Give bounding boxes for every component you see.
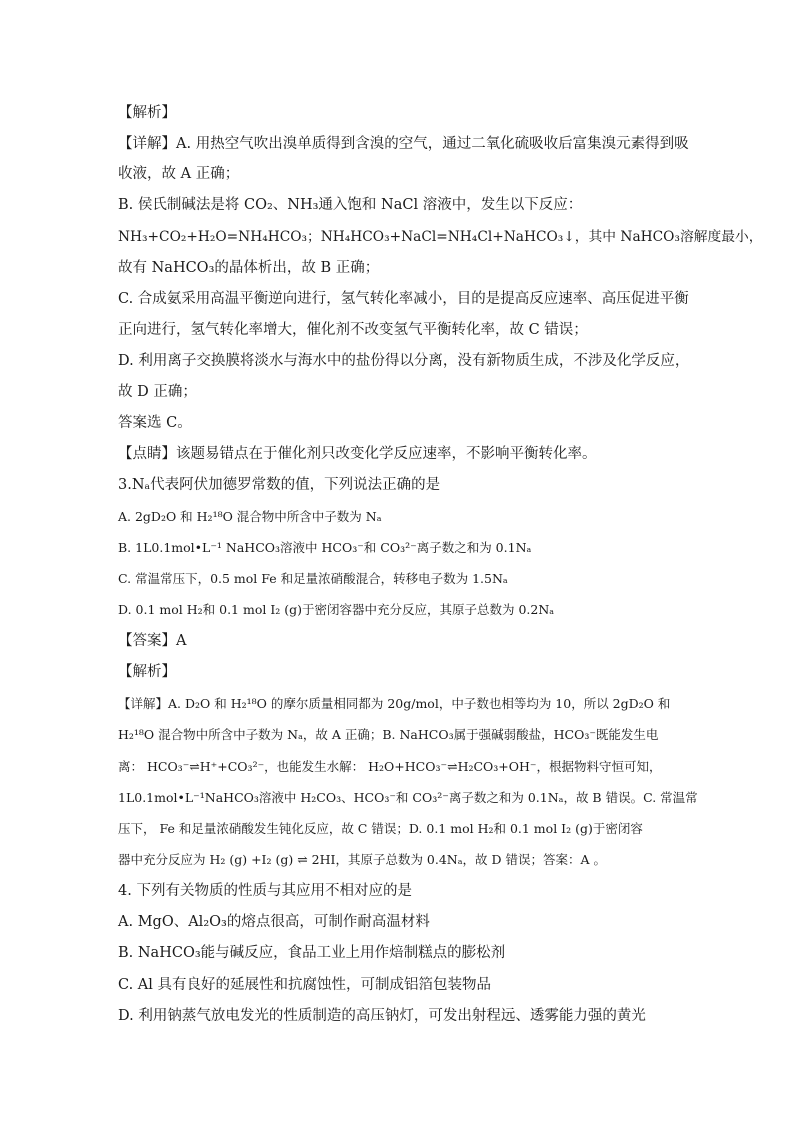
section-heading-analysis: 【解析】 [118,105,176,121]
question-4-stem: 4. 下列有关物质的性质与其应用不相对应的是 [118,883,412,899]
question-3-option-d: D. 0.1 mol H₂和 0.1 mol I₂ (g)于密闭容器中充分反应，其原子总数为 0.2Nₐ [118,602,555,617]
answer-line: 答案选 C。 [118,415,192,431]
detail-line: 器中充分反应为 H₂ (g) +I₂ (g) ⇌ 2HI，其原子总数为 0.4Nₐ，故 D 错误；答案：A 。 [118,852,607,867]
answer-heading: 【答案】A [118,633,187,649]
question-4-option-a: A. MgO、Al₂O₃的熔点很高，可制作耐高温材料 [118,914,430,930]
detail-line: 离： HCO₃⁻⇌H⁺+CO₃²⁻，也能发生水解： H₂O+HCO₃⁻⇌H₂CO₃+OH⁻，根据物料守恒可知， [118,759,662,774]
detail-line: NH₃+CO₂+H₂O=NH₄HCO₃；NH₄HCO₃+NaCl=NH₄Cl+NaHCO₃↓，其中 NaHCO₃溶解度最小， [118,229,763,245]
question-3-option-c: C. 常温常压下，0.5 mol Fe 和足量浓硝酸混合，转移电子数为 1.5Nₐ [118,571,508,586]
question-4-option-d: D. 利用钠蒸气放电发光的性质制造的高压钠灯，可发出射程远、透雾能力强的黄光 [118,1008,646,1024]
detail-line: 故 D 正确； [118,384,197,400]
detail-line: 收液，故 A 正确； [118,166,240,182]
detail-line: B. 侯氏制碱法是将 CO₂、NH₃通入饱和 NaCl 溶液中，发生以下反应： [118,197,583,213]
detail-line: 【详解】A. 用热空气吹出溴单质得到含溴的空气，通过二氧化硫吸收后富集溴元素得到吸 [118,136,689,152]
section-heading-analysis: 【解析】 [118,664,176,680]
tip-line: 【点睛】该题易错点在于催化剂只改变化学反应速率，不影响平衡转化率。 [118,446,597,462]
question-3-option-a: A. 2gD₂O 和 H₂¹⁸O 混合物中所含中子数为 Nₐ [118,509,382,524]
question-3-option-b: B. 1L0.1mol•L⁻¹ NaHCO₃溶液中 HCO₃⁻和 CO₃²⁻离子数之和为 0.1Nₐ [118,540,532,555]
question-4-option-c: C. Al 具有良好的延展性和抗腐蚀性，可制成铝箔包装物品 [118,977,492,993]
detail-line: 1L0.1mol•L⁻¹NaHCO₃溶液中 H₂CO₃、HCO₃⁻和 CO₃²⁻离子数之和为 0.1Nₐ，故 B 错误。C. 常温常 [118,790,698,805]
detail-line: 压下， Fe 和足量浓硝酸发生钝化反应，故 C 错误；D. 0.1 mol H₂和 0.1 mol I₂ (g)于密闭容 [118,821,643,836]
detail-line: C. 合成氨采用高温平衡逆向进行，氢气转化率减小，目的是提高反应速率、高压促进平衡 [118,291,689,307]
detail-line: 正向进行，氢气转化率增大，催化剂不改变氢气平衡转化率，故 C 错误； [118,322,588,338]
detail-line: 【详解】A. D₂O 和 H₂¹⁸O 的摩尔质量相同都为 20g/mol，中子数也相等均为 10，所以 2gD₂O 和 [118,696,671,711]
detail-line: D. 利用离子交换膜将淡水与海水中的盐份得以分离，没有新物质生成，不涉及化学反应， [118,353,690,369]
detail-line: 故有 NaHCO₃的晶体析出，故 B 正确； [118,260,380,276]
detail-line: H₂¹⁸O 混合物中所含中子数为 Nₐ，故 A 正确；B. NaHCO₃属于强碱弱酸盐，HCO₃⁻既能发生电 [118,727,659,742]
question-3-stem: 3.Nₐ代表阿伏加德罗常数的值，下列说法正确的是 [118,477,441,493]
question-4-option-b: B. NaHCO₃能与碱反应，食品工业上用作焙制糕点的膨松剂 [118,945,506,961]
